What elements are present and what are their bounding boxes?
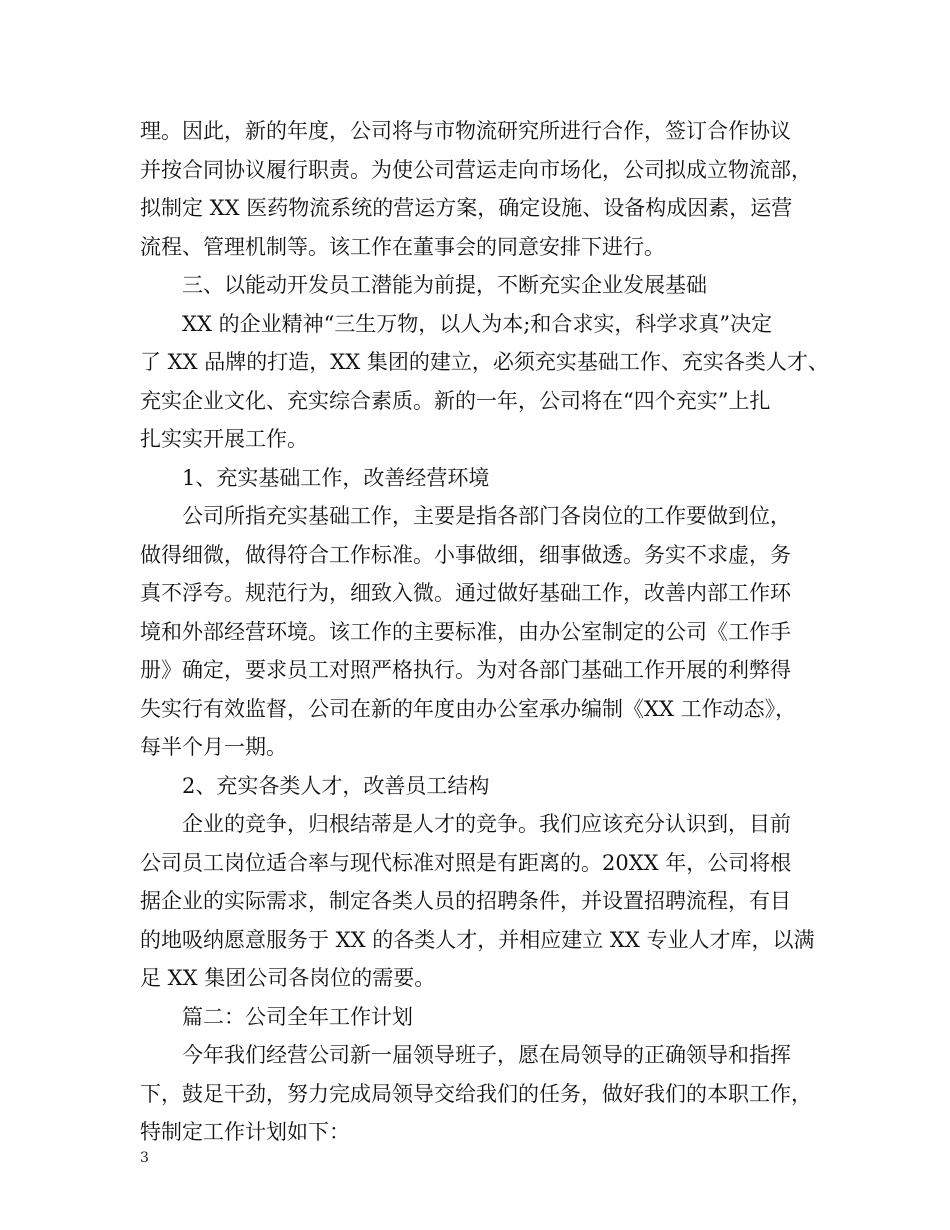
page-number: 3 <box>140 1150 149 1166</box>
text-line: 篇二：公司全年工作计划 <box>182 1004 413 1029</box>
text-line: 据企业的实际需求，制定各类人员的招聘条件，并设置招聘流程，有目 <box>140 889 791 913</box>
text-line: 了 XX 品牌的打造，XX 集团的建立，必须充实基础工作、充实各类人才、 <box>140 350 829 374</box>
text-line: 2、充实各类人才，改善员工结构 <box>182 773 490 798</box>
text-line: 公司员工岗位适合率与现代标准对照是有距离的。20XX 年，公司将根 <box>140 850 792 875</box>
text-line: 公司所指充实基础工作，主要是指各部门各岗位的工作要做到位， <box>182 504 791 528</box>
text-line: 的地吸纳愿意服务于 XX 的各类人才，并相应建立 XX 专业人才库，以满 <box>140 927 815 952</box>
text-line: 拟制定 XX 医药物流系统的营运方案，确定设施、设备构成因素，运营 <box>140 196 793 220</box>
text-line: 三、以能动开发员工潜能为前提，不断充实企业发展基础 <box>182 273 707 297</box>
text-line: 特制定工作计划如下： <box>140 1120 350 1144</box>
text-line: 今年我们经营公司新一届领导班子，愿在局领导的正确领导和指挥 <box>182 1043 791 1067</box>
text-line: 下，鼓足干劲，努力完成局领导交给我们的任务，做好我们的本职工作， <box>140 1081 812 1106</box>
text-line: 足 XX 集团公司各岗位的需要。 <box>140 966 436 990</box>
text-line: 失实行有效监督，公司在新的年度由办公室承办编制《XX 工作动态》， <box>140 696 797 721</box>
text-line: XX 的企业精神“三生万物，以人为本;和合求实，科学求真”决定 <box>182 311 773 336</box>
text-line: 真不浮夸。规范行为，细致入微。通过做好基础工作，改善内部工作环 <box>140 581 791 605</box>
document-body <box>140 112 830 1152</box>
text-line: 做得细微，做得符合工作标准。小事做细，细事做透。务实不求虚，务 <box>140 542 791 567</box>
text-line: 并按合同协议履行职责。为使公司营运走向市场化，公司拟成立物流部， <box>140 157 812 182</box>
text-line: 充实企业文化、充实综合素质。新的一年，公司将在“四个充实”上扎 <box>140 388 771 413</box>
text-line: 扎实实开展工作。 <box>140 427 308 451</box>
text-line: 1、充实基础工作，改善经营环境 <box>182 465 490 490</box>
text-line: 企业的竞争，归根结蒂是人才的竞争。我们应该充分认识到，目前 <box>182 812 791 836</box>
text-line: 册》确定，要求员工对照严格执行。为对各部门基础工作开展的利弊得 <box>140 658 791 682</box>
text-line: 境和外部经营环境。该工作的主要标准，由办公室制定的公司《工作手 <box>140 619 791 644</box>
text-line: 每半个月一期。 <box>140 735 287 759</box>
text-line: 理。因此，新的年度，公司将与市物流研究所进行合作，签订合作协议 <box>140 119 791 143</box>
text-line: 流程、管理机制等。该工作在董事会的同意安排下进行。 <box>140 234 665 259</box>
